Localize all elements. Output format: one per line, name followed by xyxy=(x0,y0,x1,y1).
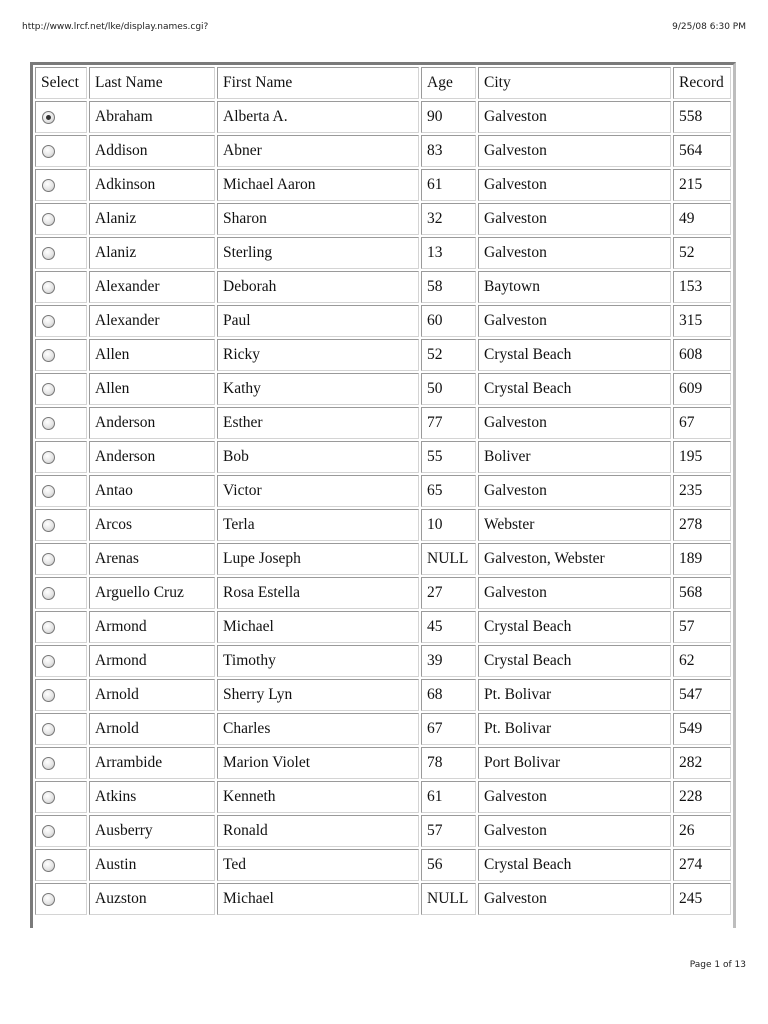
column-header-record: Record xyxy=(673,67,731,99)
city-cell: Crystal Beach xyxy=(478,339,671,371)
select-cell xyxy=(35,849,87,881)
table-row xyxy=(35,679,731,711)
select-cell xyxy=(35,271,87,303)
age-cell: 57 xyxy=(421,815,476,847)
city-cell: Galveston xyxy=(478,203,671,235)
select-radio-button[interactable] xyxy=(42,825,55,838)
city-cell: Galveston xyxy=(478,305,671,337)
table-row xyxy=(35,849,731,881)
table-header-row xyxy=(35,67,731,99)
last-name-cell: Arenas xyxy=(89,543,215,575)
last-name-cell: Arrambide xyxy=(89,747,215,779)
select-cell xyxy=(35,883,87,915)
last-name-cell: Auzston xyxy=(89,883,215,915)
table-row xyxy=(35,475,731,507)
select-radio-button[interactable] xyxy=(42,757,55,770)
select-cell xyxy=(35,373,87,405)
last-name-cell: Allen xyxy=(89,339,215,371)
record-cell: 67 xyxy=(673,407,731,439)
age-cell: 78 xyxy=(421,747,476,779)
last-name-cell: Arcos xyxy=(89,509,215,541)
first-name-cell: Marion Violet xyxy=(217,747,419,779)
select-radio-button[interactable] xyxy=(42,655,55,668)
age-cell: 60 xyxy=(421,305,476,337)
first-name-cell: Ricky xyxy=(217,339,419,371)
city-cell: Crystal Beach xyxy=(478,373,671,405)
names-table-container xyxy=(30,62,736,928)
column-header-city: City xyxy=(478,67,671,99)
age-cell: 56 xyxy=(421,849,476,881)
table-row xyxy=(35,747,731,779)
table-row xyxy=(35,237,731,269)
city-cell: Galveston xyxy=(478,135,671,167)
names-table xyxy=(33,65,733,917)
record-cell: 274 xyxy=(673,849,731,881)
record-cell: 62 xyxy=(673,645,731,677)
table-row xyxy=(35,577,731,609)
city-cell: Galveston, Webster xyxy=(478,543,671,575)
age-cell: 77 xyxy=(421,407,476,439)
record-cell: 235 xyxy=(673,475,731,507)
city-cell: Pt. Bolivar xyxy=(478,713,671,745)
select-radio-button[interactable] xyxy=(42,553,55,566)
first-name-cell: Kenneth xyxy=(217,781,419,813)
table-row xyxy=(35,203,731,235)
record-cell: 315 xyxy=(673,305,731,337)
age-cell: 83 xyxy=(421,135,476,167)
first-name-cell: Sterling xyxy=(217,237,419,269)
last-name-cell: Adkinson xyxy=(89,169,215,201)
last-name-cell: Arnold xyxy=(89,679,215,711)
select-cell xyxy=(35,543,87,575)
print-datetime: 9/25/08 6:30 PM xyxy=(672,22,746,32)
age-cell: 55 xyxy=(421,441,476,473)
table-row xyxy=(35,169,731,201)
age-cell: 58 xyxy=(421,271,476,303)
page-url: http://www.lrcf.net/lke/display.names.cgi? xyxy=(22,22,209,32)
select-cell xyxy=(35,577,87,609)
select-cell xyxy=(35,339,87,371)
select-cell xyxy=(35,135,87,167)
last-name-cell: Alaniz xyxy=(89,237,215,269)
last-name-cell: Armond xyxy=(89,611,215,643)
first-name-cell: Esther xyxy=(217,407,419,439)
last-name-cell: Allen xyxy=(89,373,215,405)
age-cell: 65 xyxy=(421,475,476,507)
column-header-select: Select xyxy=(35,67,87,99)
table-row xyxy=(35,373,731,405)
table-row xyxy=(35,611,731,643)
record-cell: 228 xyxy=(673,781,731,813)
table-row xyxy=(35,135,731,167)
city-cell: Crystal Beach xyxy=(478,849,671,881)
first-name-cell: Sherry Lyn xyxy=(217,679,419,711)
select-cell xyxy=(35,679,87,711)
first-name-cell: Sharon xyxy=(217,203,419,235)
city-cell: Galveston xyxy=(478,883,671,915)
select-cell xyxy=(35,815,87,847)
age-cell: 67 xyxy=(421,713,476,745)
select-radio-button[interactable] xyxy=(42,893,55,906)
select-cell xyxy=(35,441,87,473)
city-cell: Port Bolivar xyxy=(478,747,671,779)
first-name-cell: Michael Aaron xyxy=(217,169,419,201)
select-radio-button[interactable] xyxy=(42,111,55,124)
first-name-cell: Ted xyxy=(217,849,419,881)
first-name-cell: Bob xyxy=(217,441,419,473)
select-radio-button[interactable] xyxy=(42,723,55,736)
record-cell: 278 xyxy=(673,509,731,541)
select-radio-button[interactable] xyxy=(42,383,55,396)
table-row xyxy=(35,645,731,677)
city-cell: Galveston xyxy=(478,781,671,813)
select-radio-button[interactable] xyxy=(42,417,55,430)
age-cell: NULL xyxy=(421,543,476,575)
select-cell xyxy=(35,509,87,541)
record-cell: 215 xyxy=(673,169,731,201)
record-cell: 608 xyxy=(673,339,731,371)
city-cell: Galveston xyxy=(478,475,671,507)
city-cell: Galveston xyxy=(478,169,671,201)
record-cell: 245 xyxy=(673,883,731,915)
age-cell: 90 xyxy=(421,101,476,133)
last-name-cell: Anderson xyxy=(89,441,215,473)
record-cell: 52 xyxy=(673,237,731,269)
first-name-cell: Deborah xyxy=(217,271,419,303)
select-radio-button[interactable] xyxy=(42,451,55,464)
first-name-cell: Victor xyxy=(217,475,419,507)
city-cell: Galveston xyxy=(478,101,671,133)
select-radio-button[interactable] xyxy=(42,145,55,158)
first-name-cell: Abner xyxy=(217,135,419,167)
age-cell: 45 xyxy=(421,611,476,643)
table-row xyxy=(35,543,731,575)
age-cell: 10 xyxy=(421,509,476,541)
city-cell: Baytown xyxy=(478,271,671,303)
select-cell xyxy=(35,747,87,779)
age-cell: 27 xyxy=(421,577,476,609)
city-cell: Galveston xyxy=(478,237,671,269)
page-number: Page 1 of 13 xyxy=(689,960,746,970)
first-name-cell: Michael xyxy=(217,611,419,643)
select-radio-button[interactable] xyxy=(42,689,55,702)
record-cell: 609 xyxy=(673,373,731,405)
age-cell: 39 xyxy=(421,645,476,677)
age-cell: 61 xyxy=(421,169,476,201)
last-name-cell: Austin xyxy=(89,849,215,881)
table-row xyxy=(35,815,731,847)
first-name-cell: Charles xyxy=(217,713,419,745)
column-header-last-name: Last Name xyxy=(89,67,215,99)
city-cell: Crystal Beach xyxy=(478,611,671,643)
select-cell xyxy=(35,203,87,235)
last-name-cell: Ausberry xyxy=(89,815,215,847)
last-name-cell: Addison xyxy=(89,135,215,167)
table-row xyxy=(35,441,731,473)
record-cell: 568 xyxy=(673,577,731,609)
record-cell: 282 xyxy=(673,747,731,779)
select-cell xyxy=(35,611,87,643)
first-name-cell: Ronald xyxy=(217,815,419,847)
first-name-cell: Timothy xyxy=(217,645,419,677)
select-cell xyxy=(35,475,87,507)
table-row xyxy=(35,713,731,745)
record-cell: 49 xyxy=(673,203,731,235)
last-name-cell: Antao xyxy=(89,475,215,507)
age-cell: 13 xyxy=(421,237,476,269)
record-cell: 26 xyxy=(673,815,731,847)
age-cell: 68 xyxy=(421,679,476,711)
last-name-cell: Arguello Cruz xyxy=(89,577,215,609)
select-cell xyxy=(35,407,87,439)
select-radio-button[interactable] xyxy=(42,315,55,328)
city-cell: Galveston xyxy=(478,577,671,609)
select-radio-button[interactable] xyxy=(42,485,55,498)
first-name-cell: Paul xyxy=(217,305,419,337)
first-name-cell: Alberta A. xyxy=(217,101,419,133)
select-radio-button[interactable] xyxy=(42,519,55,532)
city-cell: Crystal Beach xyxy=(478,645,671,677)
select-radio-button[interactable] xyxy=(42,859,55,872)
record-cell: 564 xyxy=(673,135,731,167)
record-cell: 558 xyxy=(673,101,731,133)
age-cell: NULL xyxy=(421,883,476,915)
table-row xyxy=(35,101,731,133)
city-cell: Galveston xyxy=(478,407,671,439)
select-cell xyxy=(35,781,87,813)
last-name-cell: Armond xyxy=(89,645,215,677)
record-cell: 549 xyxy=(673,713,731,745)
record-cell: 153 xyxy=(673,271,731,303)
table-body xyxy=(35,101,731,915)
select-cell xyxy=(35,305,87,337)
table-row xyxy=(35,271,731,303)
select-cell xyxy=(35,713,87,745)
select-radio-button[interactable] xyxy=(42,281,55,294)
age-cell: 61 xyxy=(421,781,476,813)
first-name-cell: Lupe Joseph xyxy=(217,543,419,575)
city-cell: Boliver xyxy=(478,441,671,473)
column-header-age: Age xyxy=(421,67,476,99)
first-name-cell: Terla xyxy=(217,509,419,541)
record-cell: 547 xyxy=(673,679,731,711)
age-cell: 50 xyxy=(421,373,476,405)
age-cell: 32 xyxy=(421,203,476,235)
select-cell xyxy=(35,645,87,677)
record-cell: 189 xyxy=(673,543,731,575)
city-cell: Webster xyxy=(478,509,671,541)
select-radio-button[interactable] xyxy=(42,621,55,634)
city-cell: Galveston xyxy=(478,815,671,847)
table-row xyxy=(35,781,731,813)
print-header xyxy=(22,22,746,36)
select-radio-button[interactable] xyxy=(42,247,55,260)
last-name-cell: Abraham xyxy=(89,101,215,133)
select-cell xyxy=(35,237,87,269)
select-radio-button[interactable] xyxy=(42,179,55,192)
table-row xyxy=(35,305,731,337)
last-name-cell: Arnold xyxy=(89,713,215,745)
select-radio-button[interactable] xyxy=(42,349,55,362)
last-name-cell: Alaniz xyxy=(89,203,215,235)
select-cell xyxy=(35,101,87,133)
last-name-cell: Anderson xyxy=(89,407,215,439)
last-name-cell: Alexander xyxy=(89,305,215,337)
select-radio-button[interactable] xyxy=(42,587,55,600)
select-radio-button[interactable] xyxy=(42,791,55,804)
table-row xyxy=(35,407,731,439)
first-name-cell: Michael xyxy=(217,883,419,915)
table-row xyxy=(35,509,731,541)
table-row xyxy=(35,339,731,371)
last-name-cell: Atkins xyxy=(89,781,215,813)
record-cell: 57 xyxy=(673,611,731,643)
first-name-cell: Kathy xyxy=(217,373,419,405)
column-header-first-name: First Name xyxy=(217,67,419,99)
city-cell: Pt. Bolivar xyxy=(478,679,671,711)
table-row xyxy=(35,883,731,915)
select-cell xyxy=(35,169,87,201)
record-cell: 195 xyxy=(673,441,731,473)
select-radio-button[interactable] xyxy=(42,213,55,226)
age-cell: 52 xyxy=(421,339,476,371)
first-name-cell: Rosa Estella xyxy=(217,577,419,609)
last-name-cell: Alexander xyxy=(89,271,215,303)
